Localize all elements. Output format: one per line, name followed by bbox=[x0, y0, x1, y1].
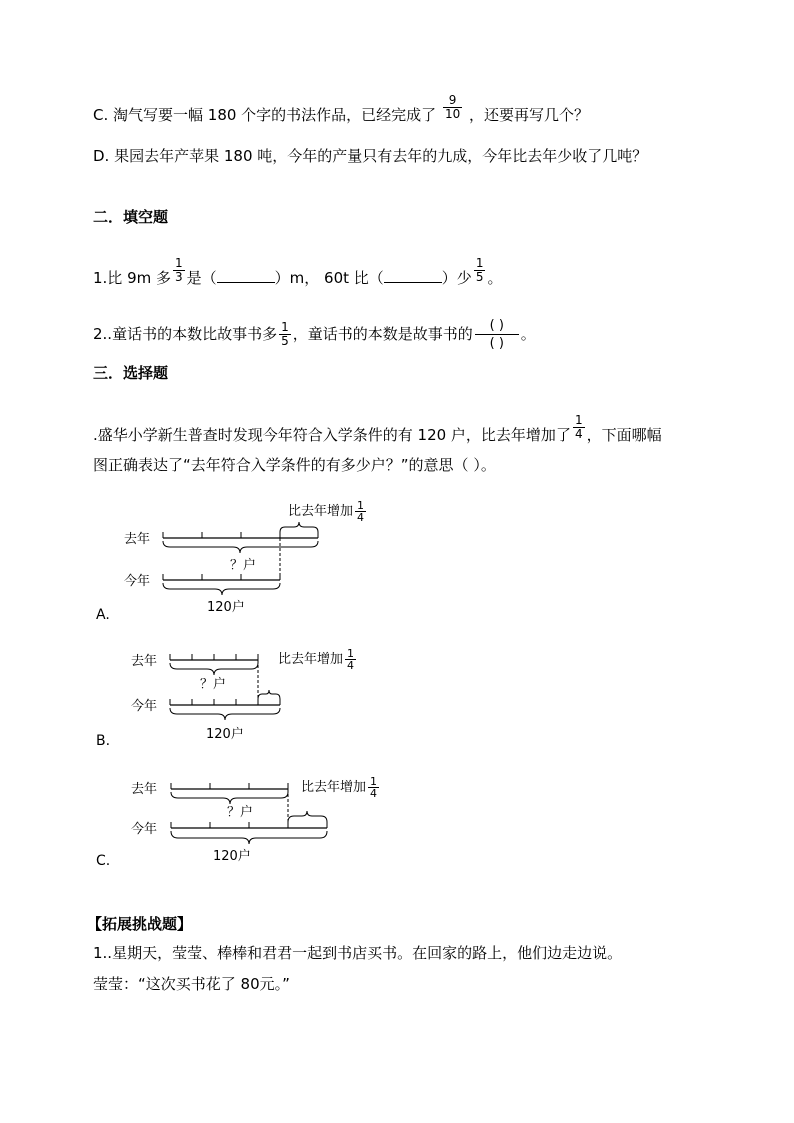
diagram-a-increase-label: 比去年增加 $\frac{1}{4}$ bbox=[288, 499, 365, 524]
diagram-a-this-year-label: 今年 bbox=[124, 574, 151, 589]
diagram-a-unknown-label: ？户 bbox=[230, 558, 257, 573]
section-fill-blank-title: 二．填空题 bbox=[93, 208, 169, 226]
answer-fraction-blank[interactable]: $\frac{( )}{( )}$ bbox=[475, 317, 519, 352]
diagram-c-total-label: 120户 bbox=[213, 849, 251, 864]
fill-question-1: 1.比 9m 多 $\frac{1}{3}$ 是（ ）m， 60t 比（ ）少 $\frac{1}{5}$ 。 bbox=[93, 256, 503, 287]
option-c-label[interactable]: C. bbox=[96, 853, 111, 869]
option-d: D. 果园去年产苹果 180 吨，今年的产量只有去年的九成，今年比去年少收了几吨？ bbox=[93, 147, 648, 165]
diagram-b-last-year-label: 去年 bbox=[131, 654, 158, 669]
option-c-text: C. 淘气写要一幅 180 个字的书法作品，已经完成了 bbox=[93, 106, 437, 124]
section-choice-title: 三．选择题 bbox=[93, 364, 169, 382]
diagram-c-increase-label: 比去年增加 $\frac{1}{4}$ bbox=[301, 775, 378, 800]
choice-question-line2: 图正确表达了“去年符合入学条件的有多少户？”的意思（ ）。 bbox=[93, 456, 496, 474]
challenge-line-1: 1..星期天，莹莹、棒棒和君君一起到书店买书。在回家的路上，他们边走边说。 bbox=[93, 944, 623, 962]
option-b-label[interactable]: B. bbox=[96, 733, 111, 749]
option-c-text-end: ，还要再写几个？ bbox=[469, 106, 590, 124]
fraction-one-fifth: $\frac{1}{5}$ bbox=[475, 256, 484, 284]
option-a-label[interactable]: A. bbox=[96, 607, 110, 623]
diagram-c-last-year-label: 去年 bbox=[131, 782, 158, 797]
fraction-nine-tenths: $\frac{9}{10}$ bbox=[444, 93, 461, 121]
diagram-a-last-year-label: 去年 bbox=[124, 532, 151, 547]
challenge-line-2: 莹莹：“这次买书花了 80元。” bbox=[93, 975, 290, 993]
diagram-c-this-year-label: 今年 bbox=[131, 822, 158, 837]
fraction-one-third: $\frac{1}{3}$ bbox=[175, 256, 183, 284]
diagram-b-this-year-label: 今年 bbox=[131, 699, 158, 714]
extension-challenge-title: 【拓展挑战题】 bbox=[87, 915, 193, 933]
choice-question-line1: .盛华小学新生普查时发现今年符合入学条件的有 120 户，比去年增加了 $\frac{1}{4}$ ，下面哪幅 bbox=[93, 413, 662, 444]
diagram-c-unknown-label: ？户 bbox=[227, 805, 254, 820]
diagram-b-increase-label: 比去年增加 $\frac{1}{4}$ bbox=[278, 647, 355, 672]
fill-question-2: 2..童话书的本数比故事书多 $\frac{1}{5}$ ，童话书的本数是故事书的 $\frac{( )}{( )}$ 。 bbox=[93, 318, 536, 351]
fraction-one-quarter: $\frac{1}{4}$ bbox=[574, 413, 583, 441]
diagram-b-total-label: 120户 bbox=[206, 727, 244, 742]
diagram-b-unknown-label: ？户 bbox=[200, 677, 227, 692]
fraction-one-fifth-b: $\frac{1}{5}$ bbox=[281, 320, 289, 348]
diagram-a-total-label: 120户 bbox=[207, 600, 245, 615]
